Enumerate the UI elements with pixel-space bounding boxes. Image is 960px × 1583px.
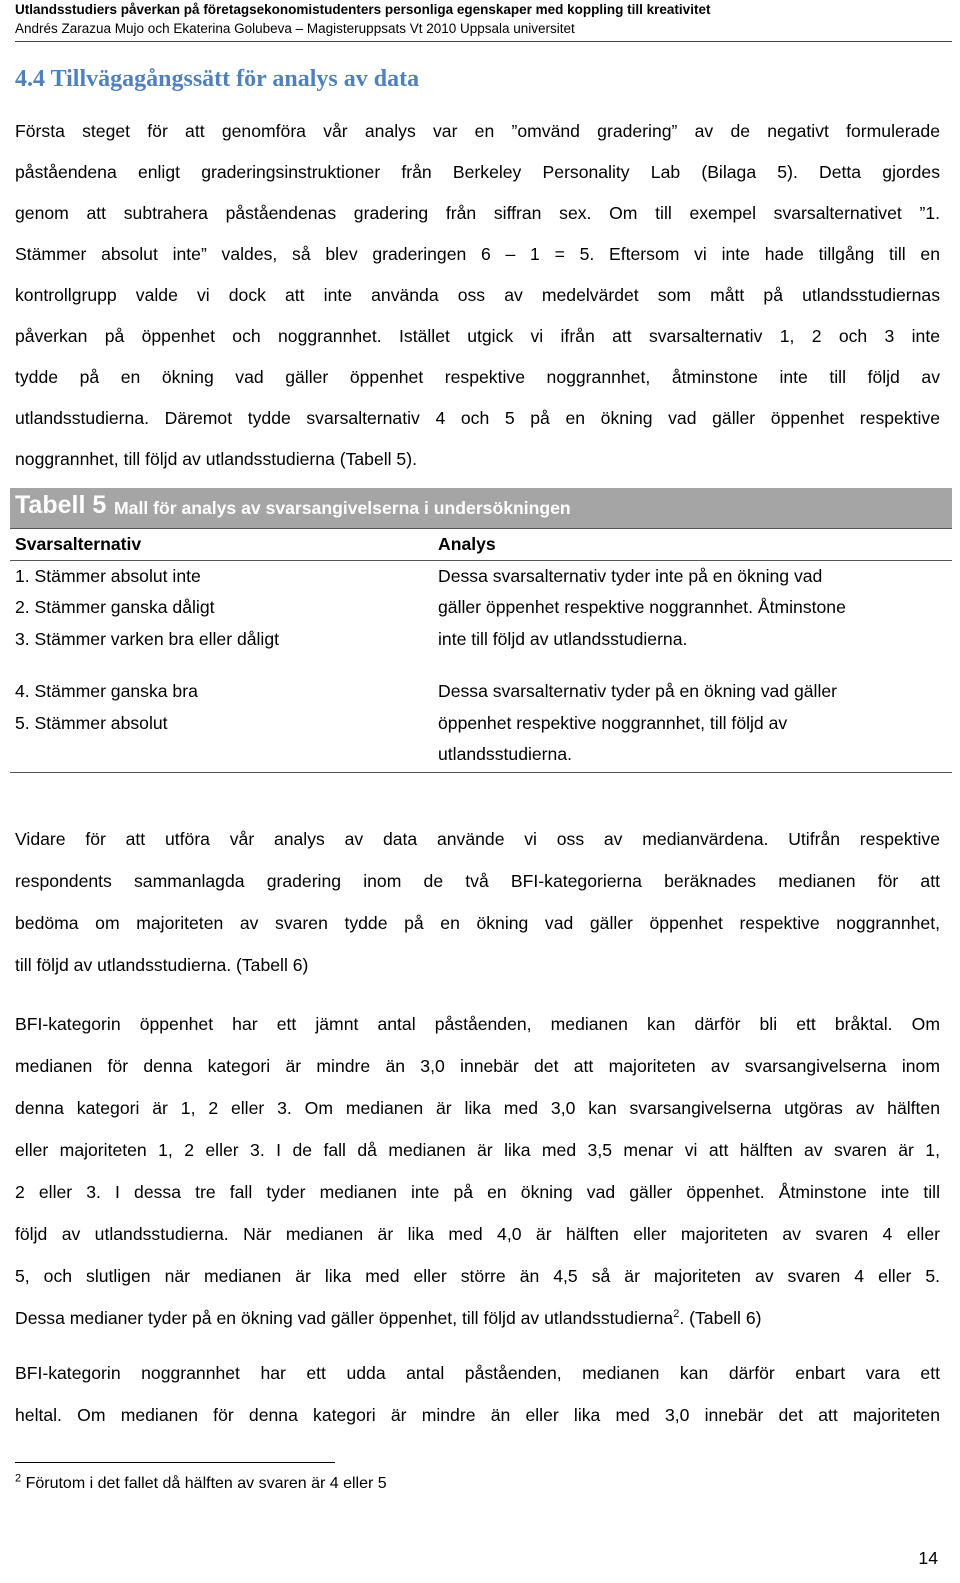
table-caption: Mall för analys av svarsangivelserna i undersökningen: [114, 498, 571, 518]
paragraph-3: [15, 1003, 940, 1339]
p1-line: tydde på en ökning vad gäller öppenhet respektive noggrannhet, åtminstone inte till följd av: [15, 367, 940, 387]
p4-line: heltal. Om medianen för denna kategori är mindre än eller lika med 3,0 innebär det att majoriteten: [15, 1405, 940, 1425]
running-header: [15, 0, 710, 38]
footnote-mark: 2: [15, 1472, 22, 1485]
column-header-options: Svarsalternativ: [15, 534, 142, 554]
p2-line: Vidare för att utföra vår analys av data använde vi oss av medianvärdena. Utifrån respektive: [15, 829, 940, 849]
p3-line-tail: . (Tabell 6): [679, 1308, 762, 1328]
header-rule: [15, 41, 952, 42]
column-header-analysis: Analys: [438, 534, 496, 554]
table-cell: 4. Stämmer ganska bra: [15, 681, 198, 701]
paragraph-1: [15, 111, 940, 480]
p2-line: respondents sammanlagda gradering inom de två BFI-kategorierna beräknades medianen för att: [15, 871, 940, 891]
p3-last-line: [15, 1297, 940, 1339]
header-authors: Andrés Zarazua Mujo och Ekaterina Golubeva – Magisteruppsats Vt 2010 Uppsala universitet: [15, 21, 575, 36]
p3-line: BFI-kategorin öppenhet har ett jämnt antal påståenden, medianen kan därför bli ett bråktal. Om: [15, 1014, 940, 1034]
p1-line: påståendena enligt graderingsinstruktioner från Berkeley Personality Lab (Bilaga 5). Detta gjordes: [15, 162, 940, 182]
p1-line: påverkan på öppenhet och noggrannhet. Istället utgick vi ifrån att svarsalternativ 1, 2 och 3 inte: [15, 326, 940, 346]
table-cell: utlandsstudierna.: [438, 744, 572, 764]
table-cell: 5. Stämmer absolut: [15, 713, 168, 733]
table-cell: 1. Stämmer absolut inte: [15, 566, 201, 586]
p4-line: BFI-kategorin noggrannhet har ett udda antal påståenden, medianen kan därför enbart vara ett: [15, 1363, 940, 1383]
p1-line: genom att subtrahera påståendenas gradering från siffran sex. Om till exempel svarsalternativet ”1.: [15, 203, 940, 223]
footnote-ref[interactable]: 2: [673, 1308, 680, 1321]
p3-line: 5, och slutligen när medianen är lika med eller större än 4,5 så är majoriteten av svaren 4 eller 5.: [15, 1266, 940, 1286]
section-heading: 4.4 Tillvägagångssätt för analys av data: [15, 66, 420, 92]
p2-line: bedöma om majoriteten av svaren tydde på en ökning vad gäller öppenhet respektive noggrannhet,: [15, 913, 940, 933]
analysis-table: [10, 528, 952, 773]
p3-line-text: Dessa medianer tyder på en ökning vad gäller öppenhet, till följd av utlandsstudierna: [15, 1308, 674, 1328]
paragraph-2: [15, 818, 940, 986]
page-number: 14: [918, 1548, 938, 1568]
p3-line: följd av utlandsstudierna. När medianen är lika med 4,0 är hälften eller majoriteten av svaren 4 eller: [15, 1224, 940, 1244]
p3-line: eller majoriteten 1, 2 eller 3. I de fall då medianen är lika med 3,5 menar vi att hälften av svaren är 1,: [15, 1140, 940, 1160]
footnote: [15, 1472, 387, 1493]
table-header-row: [10, 528, 952, 561]
p1-line: noggrannhet, till följd av utlandsstudierna (Tabell 5).: [15, 449, 417, 469]
p1-line: kontrollgrupp valde vi dock att inte använda oss av medelvärdet som mått på utlandsstudiernas: [15, 285, 940, 305]
table-cell: Dessa svarsalternativ tyder på en ökning vad gäller: [438, 681, 838, 701]
table-cell: 2. Stämmer ganska dåligt: [15, 597, 215, 617]
table-number: Tabell 5: [15, 491, 107, 519]
header-title: Utlandsstudiers påverkan på företagsekonomistudenters personliga egenskaper med koppling till kreativitet: [15, 2, 711, 17]
table-cell: inte till följd av utlandsstudierna.: [438, 629, 688, 649]
p1-line: Stämmer absolut inte” valdes, så blev graderingen 6 – 1 = 5. Eftersom vi inte hade tillgång till en: [15, 244, 940, 264]
footnote-rule: [15, 1462, 335, 1463]
table-cell: 3. Stämmer varken bra eller dåligt: [15, 629, 280, 649]
table-cell: Dessa svarsalternativ tyder inte på en ökning vad: [438, 566, 823, 586]
p1-line: Första steget för att genomföra vår analys var en ”omvänd gradering” av de negativt formulerade: [15, 121, 940, 141]
table-title-bar: [10, 488, 952, 528]
p1-line: utlandsstudierna. Däremot tydde svarsalternativ 4 och 5 på en ökning vad gäller öppenhet respektive: [15, 408, 940, 428]
p2-line: till följd av utlandsstudierna. (Tabell 6): [15, 955, 309, 975]
table-cell: gäller öppenhet respektive noggrannhet. Åtminstone: [438, 597, 846, 617]
paragraph-4: [15, 1352, 940, 1436]
p3-line: 2 eller 3. I dessa tre fall tyder medianen inte på en ökning vad gäller öppenhet. Åtminstone inte till: [15, 1182, 940, 1202]
footnote-text: Förutom i det fallet då hälften av svaren är 4 eller 5: [25, 1475, 387, 1492]
p3-line: medianen för denna kategori är mindre än 3,0 innebär det att majoriteten av svarsangivelserna inom: [15, 1056, 940, 1076]
table-cell: öppenhet respektive noggrannhet, till följd av: [438, 713, 788, 733]
p3-line: denna kategori är 1, 2 eller 3. Om medianen är lika med 3,0 kan svarsangivelserna utgöras av hälften: [15, 1098, 940, 1118]
